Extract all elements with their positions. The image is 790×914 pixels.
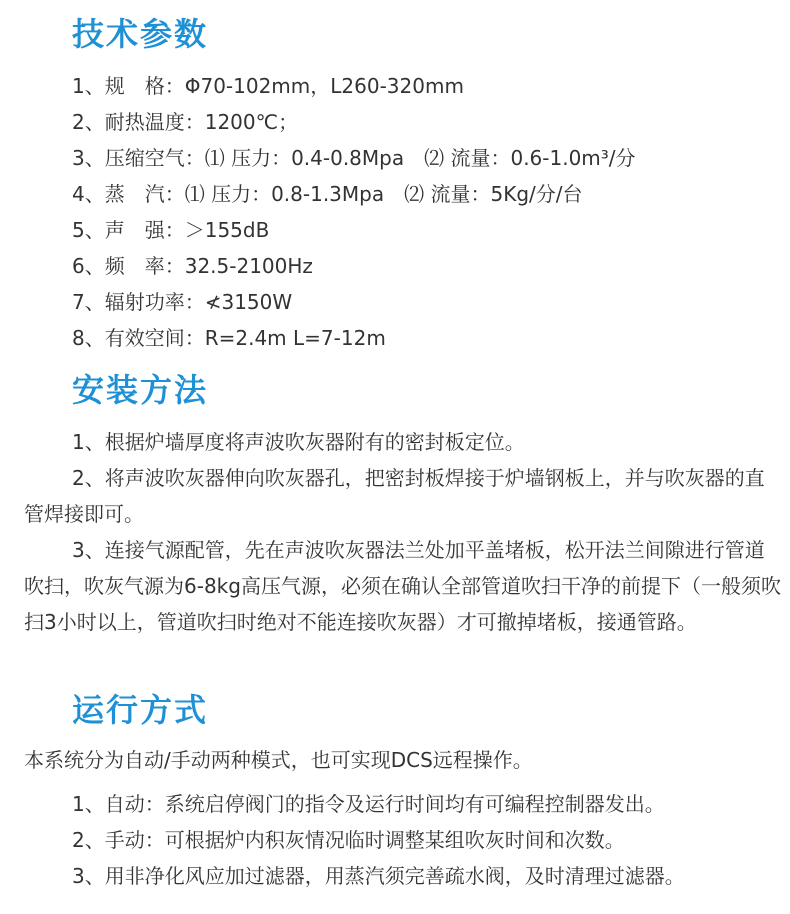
operation-item: 1、自动：系统启停阀门的指令及运行时间均有可编程控制器发出。 [72, 792, 665, 816]
spec-line: 2、耐热温度：1200℃； [72, 110, 299, 134]
spec-line: 6、频 率：32.5-2100Hz [72, 254, 313, 278]
spec-line: 7、辐射功率：≮3150W [72, 290, 293, 314]
operation-intro: 本系统分为自动/手动两种模式，也可实现DCS远程操作。 [24, 748, 533, 772]
operation-item: 2、手动：可根据炉内积灰情况临时调整某组吹灰时间和次数。 [72, 828, 625, 852]
install-paragraph: 3、连接气源配管，先在声波吹灰器法兰处加平盖堵板，松开法兰间隙进行管道吹扫，吹灰气源为6-8kg高压气源，必须在确认全部管道吹扫干净的前提下（一般须吹扫3小时以上，管道吹扫时绝对不能连接吹灰器）才可撤掉堵板，接通管路。 [24, 538, 781, 634]
operation-item: 3、用非净化风应加过滤器，用蒸汽须完善疏水阀，及时清理过滤器。 [72, 864, 685, 888]
spec-line: 5、声 强：＞155dB [72, 218, 270, 242]
section-title-tech-params: 技术参数 [72, 15, 209, 53]
install-paragraph: 1、根据炉墙厚度将声波吹灰器附有的密封板定位。 [72, 430, 525, 454]
spec-line: 3、压缩空气：⑴ 压力：0.4-0.8Mpa ⑵ 流量：0.6-1.0m³/分 [72, 146, 636, 170]
spec-line: 8、有效空间：R=2.4m L=7-12m [72, 326, 386, 350]
section-title-operation: 运行方式 [72, 691, 209, 729]
install-paragraph: 2、将声波吹灰器伸向吹灰器孔，把密封板焊接于炉墙钢板上，并与吹灰器的直管焊接即可。 [24, 466, 765, 526]
spec-line: 1、规 格：Φ70-102mm，L260-320mm [72, 74, 464, 98]
section-title-install: 安装方法 [72, 371, 209, 409]
spec-line: 4、蒸 汽：⑴ 压力：0.8-1.3Mpa ⑵ 流量：5Kg/分/台 [72, 182, 583, 206]
